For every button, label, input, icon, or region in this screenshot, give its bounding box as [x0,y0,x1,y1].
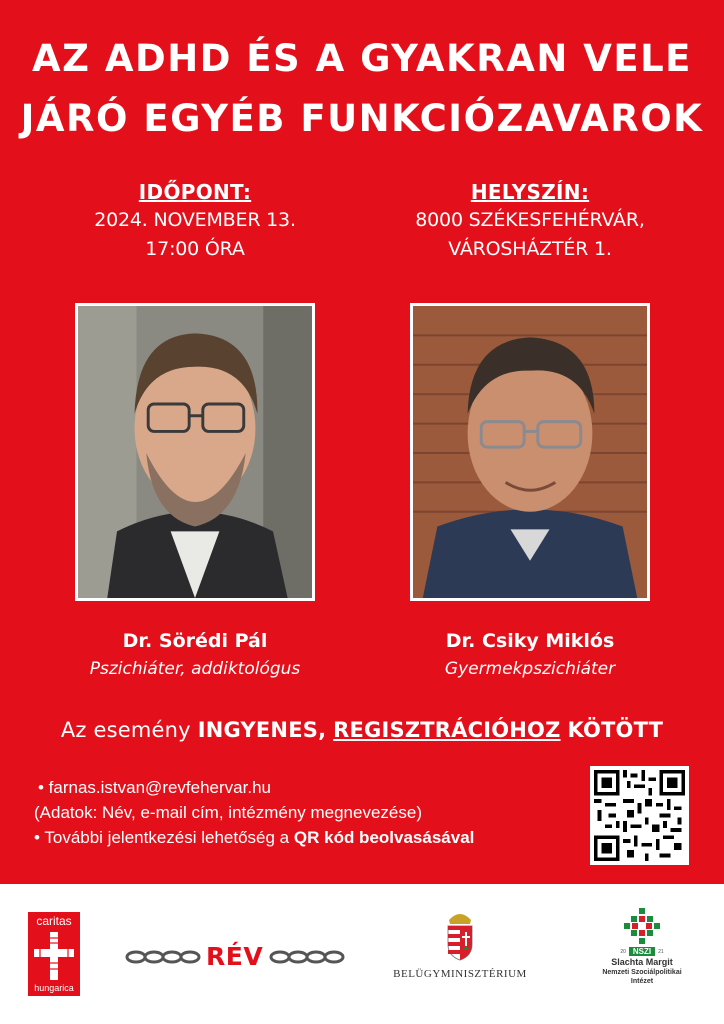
nszi-badge-row [596,947,688,956]
event-date: 2024. NOVEMBER 13. [94,209,296,231]
caritas-logo-bottom: hungarica [34,983,74,993]
nszi-year-right: 21 [658,948,664,955]
contact-extra-bold: QR kód beolvasásával [293,828,475,847]
event-hour: 17:00 ÓRA [145,238,245,260]
contact-extra [34,825,474,850]
title-line-2: JÁRÓ EGYÉB FUNKCIÓZAVAROK [20,97,704,140]
registration-notice [0,718,724,742]
venue-heading: HELYSZÍN: [470,180,590,204]
nszi-logo [596,906,688,996]
speaker-role: Pszichiáter, addiktológus [89,659,301,679]
nszi-badge: NSZI [629,947,655,956]
ministry-logo [385,906,535,986]
venue-section [395,178,665,264]
qr-code[interactable] [590,766,689,865]
speaker-photo-csiky [410,303,650,601]
contact-details: (Adatok: Név, e-mail cím, intézmény megnevezése) [34,803,422,822]
speaker-name: Dr. Csiky Miklós [445,630,615,652]
contact-email-link[interactable]: • farnas.istvan@revfehervar.hu [38,778,271,797]
notice-prefix: Az esemény [60,718,191,742]
speaker-photo-soredi [75,303,315,601]
rev-logo [124,940,346,974]
nszi-year-left: 20 [620,948,626,955]
venue-address: VÁROSHÁZTÉR 1. [448,238,612,260]
nszi-emblem-icon [622,906,662,946]
contact-extra-prefix: • További jelentkezési lehetőség a [34,828,290,847]
notice-suffix: KÖTÖTT [567,718,664,742]
nszi-line-1: Slachta Margit [611,957,673,967]
speaker-role: Gyermekpszichiáter [444,659,616,679]
notice-free: INGYENES, [197,718,327,742]
speaker-csiky [390,627,670,683]
title-line-1: AZ ADHD ÉS A GYAKRAN VELE [32,37,692,80]
ministry-logo-text: BELÜGYMINISZTÉRIUM [393,968,527,980]
speaker-name: Dr. Sörédi Pál [122,630,268,652]
coat-of-arms-icon [443,906,477,962]
speaker-soredi [60,627,330,683]
notice-registration: REGISZTRÁCIÓHOZ [333,718,561,742]
time-section [70,178,320,264]
rev-logo-text: RÉV [206,942,264,971]
nszi-line-3: Intézet [630,978,654,985]
caritas-logo [28,912,80,996]
nszi-line-2: Nemzeti Szociálpolitikai [602,969,682,976]
caritas-logo-top: caritas [36,914,72,928]
venue-city: 8000 SZÉKESFEHÉRVÁR, [415,209,645,231]
time-heading: IDŐPONT: [138,180,252,204]
caritas-cross-icon [34,932,74,980]
contact-info [34,775,474,850]
